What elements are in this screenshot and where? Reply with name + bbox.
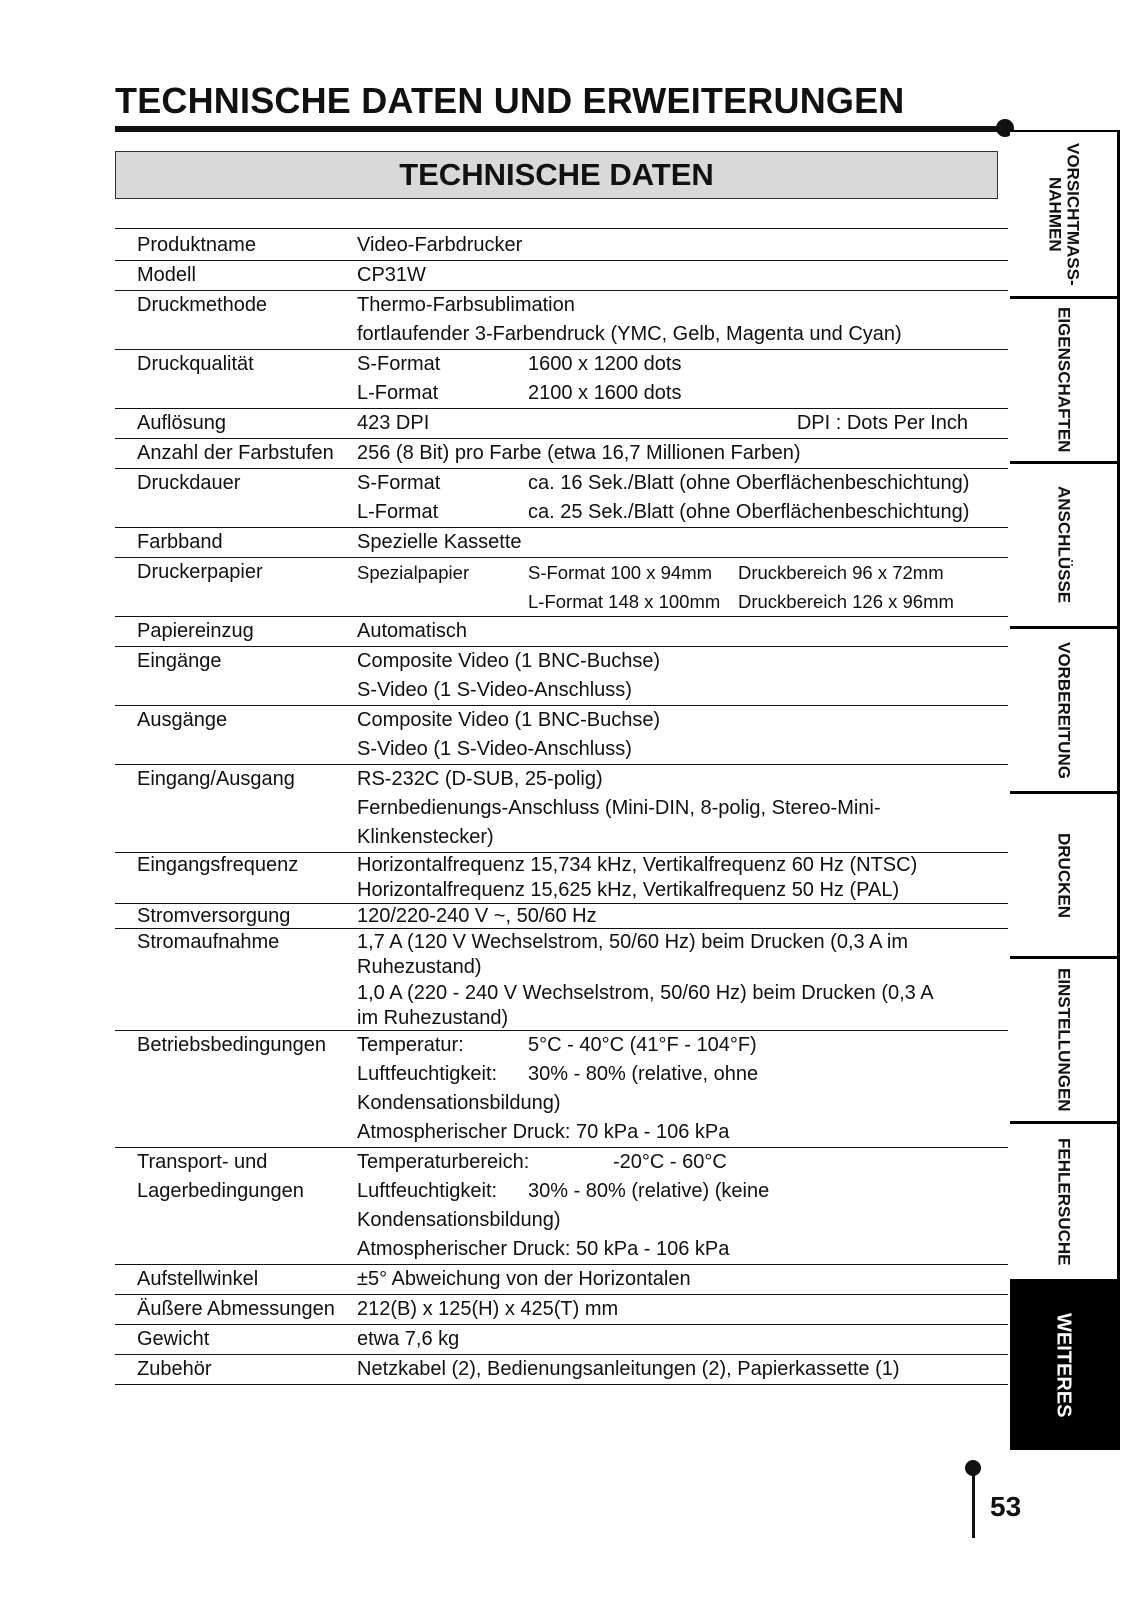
spec-value: -20°C - 60°C	[613, 1151, 727, 1173]
spec-value: Horizontalfrequenz 15,734 kHz, Vertikalfrequenz 60 Hz (NTSC)	[357, 854, 918, 876]
section-header: TECHNISCHE DATEN	[115, 151, 998, 199]
tab-label: VORBEREITUNG	[1054, 641, 1074, 779]
spec-format: L-Format 148 x 100mm	[528, 591, 721, 612]
spec-row-zubehoer	[115, 1355, 1008, 1385]
tab-label: WEITERES	[1052, 1312, 1075, 1418]
spec-label: Produktname	[137, 234, 256, 256]
spec-label: Lagerbedingungen	[137, 1180, 304, 1202]
page-number: 53	[990, 1491, 1022, 1522]
page-number-rule	[972, 1468, 975, 1538]
spec-row-papiereinzug	[115, 617, 1008, 647]
spec-row-farbstufen	[115, 439, 1008, 469]
spec-value: 30% - 80% (relative) (keine	[528, 1180, 770, 1202]
spec-row-druckerpapier	[115, 558, 1008, 617]
title-rule	[115, 126, 1005, 132]
spec-value: Spezialpapier	[357, 562, 470, 583]
spec-label: Druckerpapier	[137, 561, 263, 583]
page-title: TECHNISCHE DATEN UND ERWEITERUNGEN	[115, 80, 905, 121]
spec-value: Kondensationsbildung)	[357, 1209, 561, 1231]
spec-label: Eingänge	[137, 650, 222, 672]
spec-label: Farbband	[137, 531, 223, 553]
spec-value: 1,7 A (120 V Wechselstrom, 50/60 Hz) beim Drucken (0,3 A im	[357, 931, 908, 953]
spec-sublabel: Temperaturbereich:	[357, 1151, 530, 1173]
spec-format: L-Format	[357, 382, 439, 404]
spec-value: S-Video (1 S-Video-Anschluss)	[357, 679, 632, 701]
spec-table	[115, 231, 1008, 1385]
spec-label: Zubehör	[137, 1358, 212, 1380]
spec-value: im Ruhezustand)	[357, 1007, 509, 1029]
spec-label: Gewicht	[137, 1328, 210, 1350]
spec-value: CP31W	[357, 264, 426, 286]
spec-label: Anzahl der Farbstufen	[137, 442, 334, 464]
spec-sublabel: Temperatur:	[357, 1034, 464, 1056]
spec-row-eingang-ausgang	[115, 765, 1008, 853]
spec-value: Fernbedienungs-Anschluss (Mini-DIN, 8-polig, Stereo-Mini-	[357, 797, 881, 819]
tab-weiteres[interactable]	[1010, 1282, 1117, 1448]
spec-label: Aufstellwinkel	[137, 1268, 259, 1290]
spec-row-aufstellwinkel	[115, 1265, 1008, 1295]
spec-value: 423 DPI	[357, 412, 430, 434]
spec-value: Thermo-Farbsublimation	[357, 294, 575, 316]
tab-fehlersuche[interactable]	[1010, 1124, 1117, 1279]
spec-label: Modell	[137, 264, 196, 286]
tab-label: FEHLERSUCHE	[1054, 1137, 1074, 1266]
spec-label: Stromversorgung	[137, 905, 291, 927]
spec-row-betrieb	[115, 1031, 1008, 1148]
spec-value: Automatisch	[357, 620, 468, 642]
tab-label: DRUCKEN	[1054, 832, 1074, 918]
spec-row-aufloesung	[115, 409, 1008, 439]
page-number-dot	[965, 1460, 981, 1476]
spec-row-ausgaenge	[115, 706, 1008, 765]
spec-format: L-Format	[357, 501, 439, 523]
spec-label: Transport- und	[137, 1151, 268, 1173]
spec-value: Ruhezustand)	[357, 956, 482, 978]
spec-value: fortlaufender 3-Farbendruck (YMC, Gelb, Magenta und Cyan)	[357, 323, 902, 345]
spec-area: Druckbereich 126 x 96mm	[738, 591, 954, 612]
tab-vorbereitung[interactable]	[1010, 629, 1117, 791]
spec-label: Äußere Abmessungen	[137, 1298, 335, 1320]
chapter-tabs	[1010, 130, 1120, 1450]
spec-format: S-Format 100 x 94mm	[528, 562, 713, 583]
spec-row-eingangsfrequenz	[115, 853, 1008, 904]
spec-label: Druckqualität	[137, 353, 254, 375]
spec-value: RS-232C (D-SUB, 25-polig)	[357, 768, 603, 790]
spec-label: Druckdauer	[137, 472, 241, 494]
spec-sublabel: Luftfeuchtigkeit:	[357, 1180, 498, 1202]
tab-label: ANSCHLÜSSE	[1054, 486, 1074, 604]
spec-value: Spezielle Kassette	[357, 531, 522, 553]
spec-value: ±5° Abweichung von der Horizontalen	[357, 1268, 691, 1290]
spec-value: 2100 x 1600 dots	[528, 382, 682, 404]
spec-value: Video-Farbdrucker	[357, 234, 523, 256]
spec-value: Netzkabel (2), Bedienungsanleitungen (2), Papierkassette (1)	[357, 1358, 900, 1380]
spec-row-stromversorgung	[115, 904, 1008, 929]
spec-row-modell	[115, 261, 1008, 291]
spec-value: 1600 x 1200 dots	[528, 353, 682, 375]
spec-value: ca. 25 Sek./Blatt (ohne Oberflächenbeschichtung)	[528, 501, 970, 523]
spec-note: DPI : Dots Per Inch	[796, 412, 968, 434]
tab-label: VORSICHTMASS- NAHMEN	[1045, 142, 1083, 286]
spec-row-abmessungen	[115, 1295, 1008, 1325]
spec-label: Betriebsbedingungen	[137, 1034, 327, 1056]
spec-label: Stromaufnahme	[137, 931, 280, 953]
spec-row-gewicht	[115, 1325, 1008, 1355]
spec-label: Papiereinzug	[137, 620, 254, 642]
spec-label: Ausgänge	[137, 709, 228, 731]
spec-label: Eingang/Ausgang	[137, 768, 295, 790]
table-top-rule	[115, 228, 1008, 229]
spec-format: S-Format	[357, 353, 441, 375]
spec-row-druckqualitaet	[115, 350, 1008, 409]
spec-row-druckmethode	[115, 291, 1008, 350]
spec-row-farbband	[115, 528, 1008, 558]
spec-label: Druckmethode	[137, 294, 268, 316]
spec-value: Composite Video (1 BNC-Buchse)	[357, 650, 661, 672]
spec-value: S-Video (1 S-Video-Anschluss)	[357, 738, 632, 760]
spec-value: Klinkenstecker)	[357, 826, 494, 848]
spec-label: Auflösung	[137, 412, 226, 434]
spec-value: Kondensationsbildung)	[357, 1092, 561, 1114]
spec-value: 120/220-240 V ~, 50/60 Hz	[357, 905, 597, 927]
spec-value: Atmospherischer Druck: 70 kPa - 106 kPa	[357, 1121, 730, 1143]
tab-label: EINSTELLUNGEN	[1054, 968, 1074, 1112]
spec-value: Horizontalfrequenz 15,625 kHz, Vertikalfrequenz 50 Hz (PAL)	[357, 879, 900, 901]
tab-drucken[interactable]	[1010, 794, 1117, 956]
spec-row-stromaufnahme	[115, 929, 1008, 1031]
spec-value: 30% - 80% (relative, ohne	[528, 1063, 759, 1085]
tab-vorsichtmassnahmen[interactable]	[1010, 132, 1117, 296]
spec-value: ca. 16 Sek./Blatt (ohne Oberflächenbeschichtung)	[528, 472, 970, 494]
spec-row-transport	[115, 1148, 1008, 1265]
spec-row-eingaenge	[115, 647, 1008, 706]
tab-eigenschaften[interactable]	[1010, 299, 1117, 461]
spec-value: Atmospherischer Druck: 50 kPa - 106 kPa	[357, 1238, 730, 1260]
tab-anschluesse[interactable]	[1010, 464, 1117, 626]
spec-row-druckdauer	[115, 469, 1008, 528]
spec-value: 1,0 A (220 - 240 V Wechselstrom, 50/60 Hz) beim Drucken (0,3 A	[357, 982, 934, 1004]
spec-sublabel: Luftfeuchtigkeit:	[357, 1063, 498, 1085]
spec-format: S-Format	[357, 472, 441, 494]
spec-value: 212(B) x 125(H) x 425(T) mm	[357, 1298, 619, 1320]
spec-row-produktname	[115, 231, 1008, 261]
tab-label: EIGENSCHAFTEN	[1054, 307, 1074, 453]
tab-einstellungen[interactable]	[1010, 959, 1117, 1121]
spec-value: etwa 7,6 kg	[357, 1328, 460, 1350]
spec-label: Eingangsfrequenz	[137, 854, 299, 876]
spec-value: 5°C - 40°C (41°F - 104°F)	[528, 1034, 757, 1056]
spec-area: Druckbereich 96 x 72mm	[738, 562, 944, 583]
spec-value: Composite Video (1 BNC-Buchse)	[357, 709, 661, 731]
spec-value: 256 (8 Bit) pro Farbe (etwa 16,7 Millionen Farben)	[357, 442, 801, 464]
